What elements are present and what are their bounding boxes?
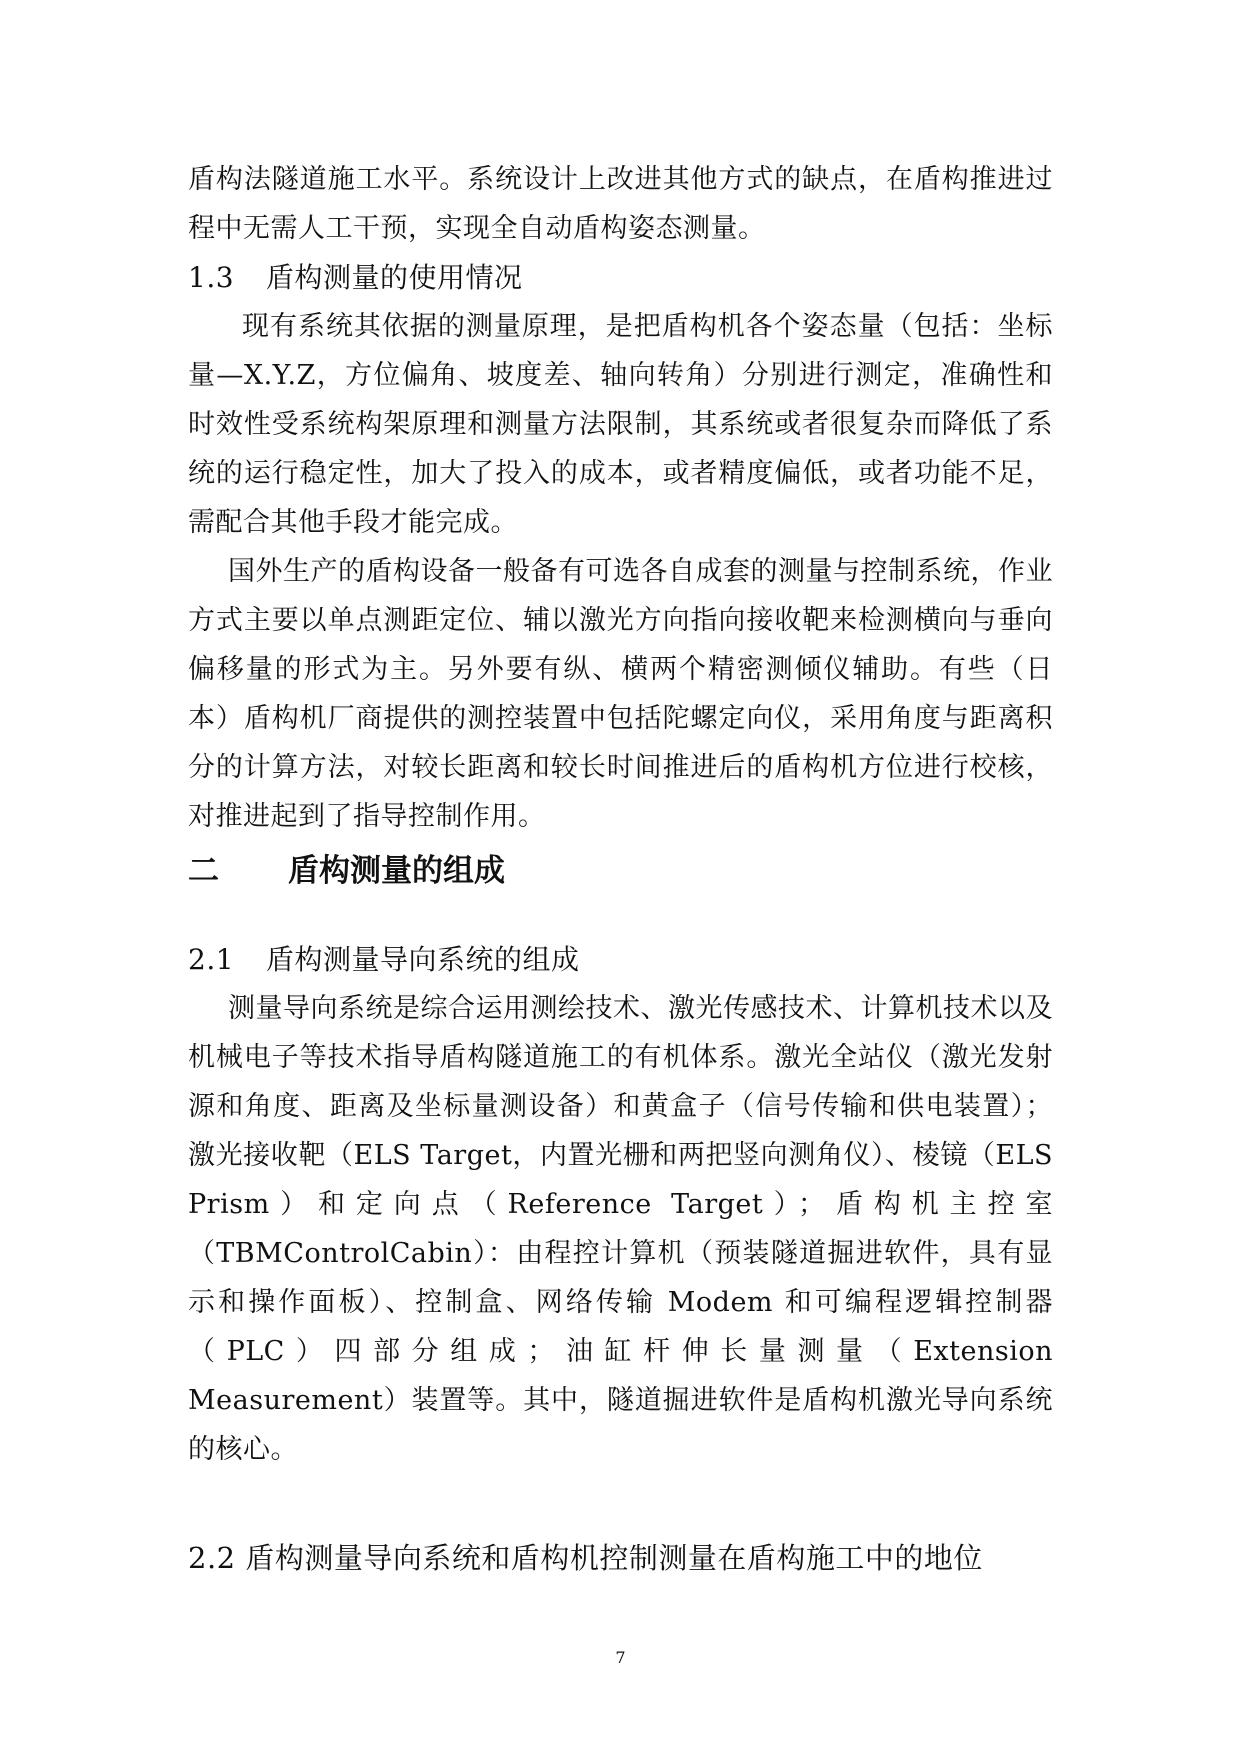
paragraph-guidance-system: 测量导向系统是综合运用测绘技术、激光传感技术、计算机技术以及机械电子等技术指导盾构隧道施工的有机体系。激光全站仪（激光发射源和角度、距离及坐标量测设备）和黄盒子（信号传输和供电装置）；激光接收靶（ELS Target，内置光栅和两把竖向测角仪）、棱镜（ELS Prism）和定向点（Reference Target）；盾构机主控室（TBMControlCabin）：由程控计算机（预装隧道掘进软件，具有显示和操作面板）、控制盒、网络传输 Modem 和可编程逻辑控制器（PLC）四部分组成；油缸杆伸长量测量（Extension Measurement）装置等。其中，隧道掘进软件是盾构机激光导向系统的核心。 (188, 993, 1053, 1465)
section-number: 2.1 (188, 943, 235, 976)
paragraph-existing-systems: 现有系统其依据的测量原理，是把盾构机各个姿态量（包括：坐标量—X.Y.Z，方位偏角、坡度差、轴向转角）分别进行测定，准确性和时效性受系统构架原理和测量方法限制，其系统或者很复杂而降低了系统的运行稳定性，加大了投入的成本，或者精度偏低，或者功能不足，需配合其他手段才能完成。 (188, 311, 1053, 538)
paragraph-continuation: 盾构法隧道施工水平。系统设计上改进其他方式的缺点，在盾构推进过程中无需人工干预，实现全自动盾构姿态测量。 (188, 164, 1053, 244)
section-heading-2-1 (188, 935, 1053, 984)
section-number: 1.3 (188, 261, 235, 294)
section-heading-2-2: 2.2 盾构测量导向系统和盾构机控制测量在盾构施工中的地位 (188, 1541, 983, 1575)
section-title: 盾构测量导向系统的组成 (266, 943, 580, 976)
paragraph-foreign-equipment: 国外生产的盾构设备一般备有可选各自成套的测量与控制系统，作业方式主要以单点测距定位、辅以激光方向指向接收靶来检测横向与垂向偏移量的形式为主。另外要有纵、横两个精密测倾仪辅助。有些（日本）盾构机厂商提供的测控装置中包括陀螺定向仪，采用角度与距离积分的计算方法，对较长距离和较长时间推进后的盾构机方位进行校核，对推进起到了指导控制作用。 (188, 556, 1053, 832)
chapter-number: 二 (188, 853, 219, 889)
section-heading-1-3 (188, 253, 1053, 302)
chapter-title: 盾构测量的组成 (288, 853, 505, 889)
chapter-heading-2 (188, 845, 1053, 897)
page-content (188, 155, 1053, 1583)
spacer (188, 1474, 1053, 1534)
section-title: 盾构测量的使用情况 (266, 261, 523, 294)
page-number: 7 (615, 1648, 626, 1667)
